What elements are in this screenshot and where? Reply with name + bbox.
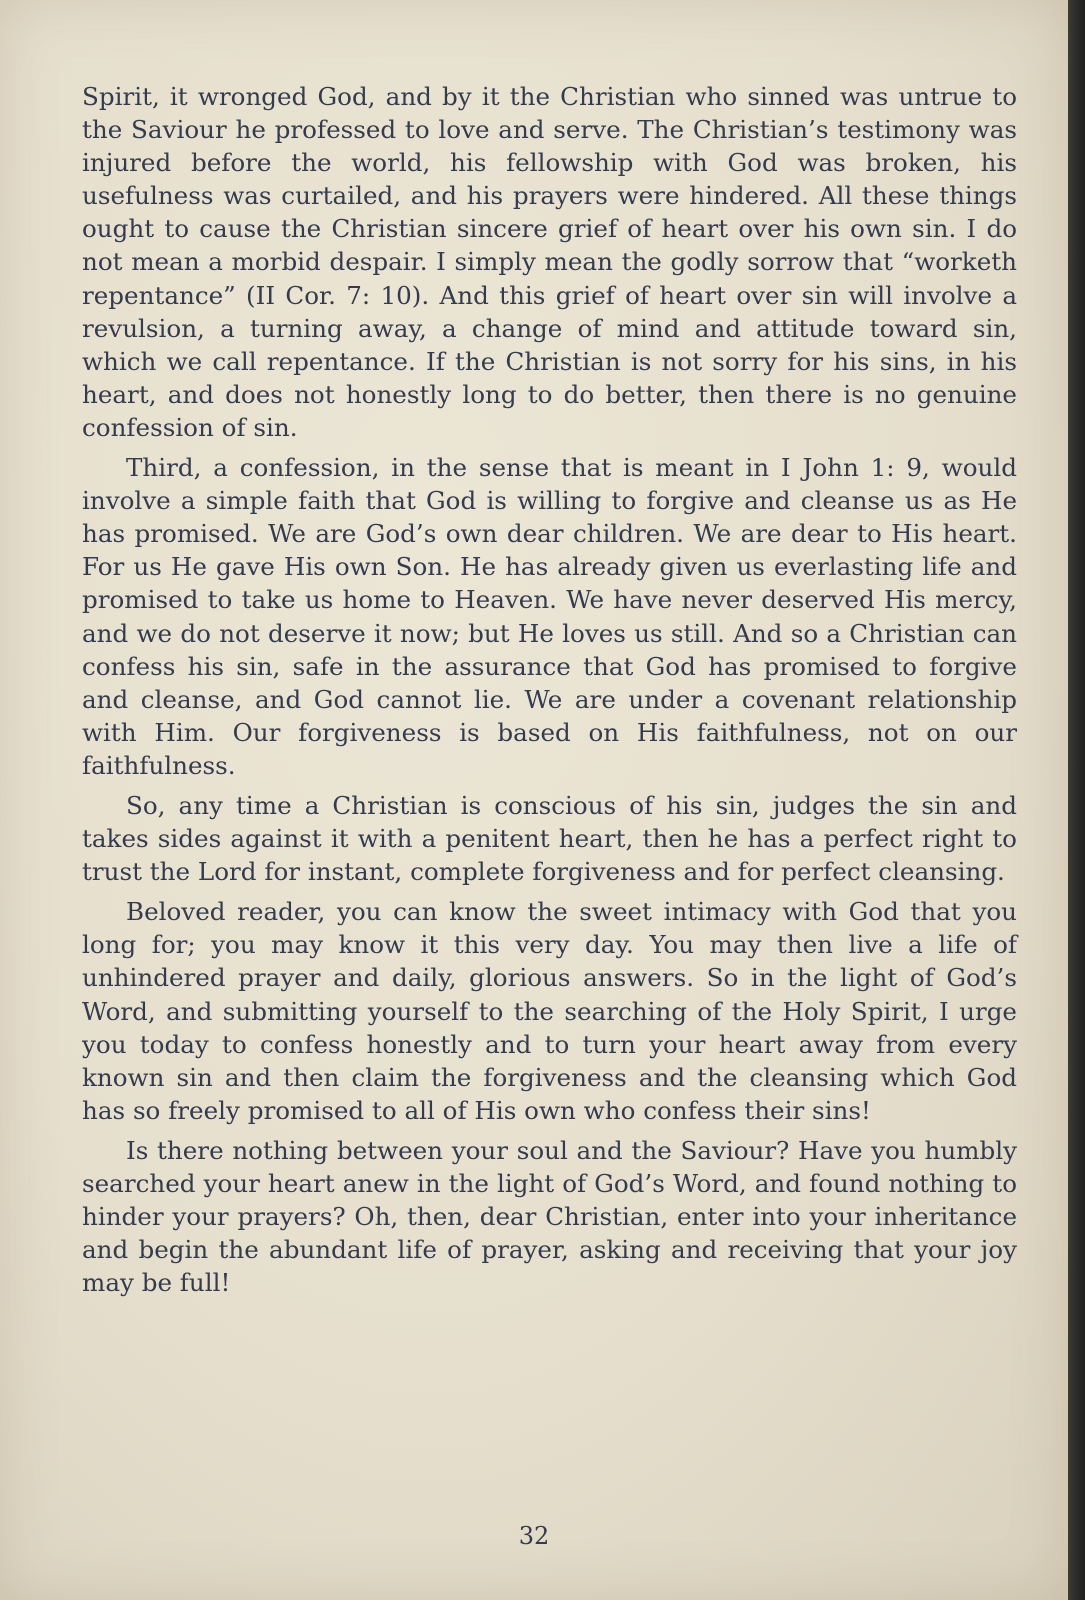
page-edge-shadow	[1068, 0, 1085, 1600]
page-body	[82, 80, 1017, 1299]
paragraph-third: Third, a confession, in the sense that is meant in I John 1: 9, would involve a simple faith that God is willing to forgive and cleanse us as He has promised. We are God’s own dear children. We are dear to His heart. For us He gave His own Son. He has already given us everlasting life and promised to take us home to Heaven. We have never deserved His mercy, and we do not deserve it now; but He loves us still. And so a Christian can confess his sin, safe in the assurance that God has promised to forgive and cleanse, and God cannot lie. We are under a covenant relationship with Him. Our forgiveness is based on His faithfulness, not on our faithfulness.	[82, 453, 1017, 780]
paragraph-continued: Spirit, it wronged God, and by it the Christian who sinned was untrue to the Saviour he professed to love and serve. The Christian’s testimony was injured before the world, his fellowship with God was broken, his usefulness was curtailed, and his prayers were hindered. All these things ought to cause the Christian sincere grief of heart over his own sin. I do not mean a morbid despair. I simply mean the godly sorrow that “worketh repentance” (II Cor. 7: 10). And this grief of heart over sin will involve a revulsion, a turning away, a change of mind and attitude toward sin, which we call repentance. If the Christian is not sorry for his sins, in his heart, and does not honestly long to do better, then there is no genuine confession of sin.	[82, 82, 1017, 442]
paragraph-beloved-reader: Beloved reader, you can know the sweet intimacy with God that you long for; you may know it this very day. You may then live a life of unhindered prayer and daily, glorious answers. So in the light of God’s Word, and submitting yourself to the searching of the Holy Spirit, I urge you today to confess honestly and to turn your heart away from every known sin and then claim the forgiveness and the cleansing which God has so freely promised to all of His own who confess their sins!	[82, 897, 1017, 1125]
paragraph-so: So, any time a Christian is conscious of his sin, judges the sin and takes sides against it with a penitent heart, then he has a perfect right to trust the Lord for instant, complete forgiveness and for perfect cleansing.	[82, 790, 1017, 887]
page-number: 32	[518, 1522, 550, 1550]
paragraph-closing: Is there nothing between your soul and the Saviour? Have you humbly searched your heart anew in the light of God’s Word, and found nothing to hinder your prayers? Oh, then, dear Christian, enter into your inheritance and begin the abundant life of prayer, asking and receiving that your joy may be full!	[82, 1135, 1017, 1298]
